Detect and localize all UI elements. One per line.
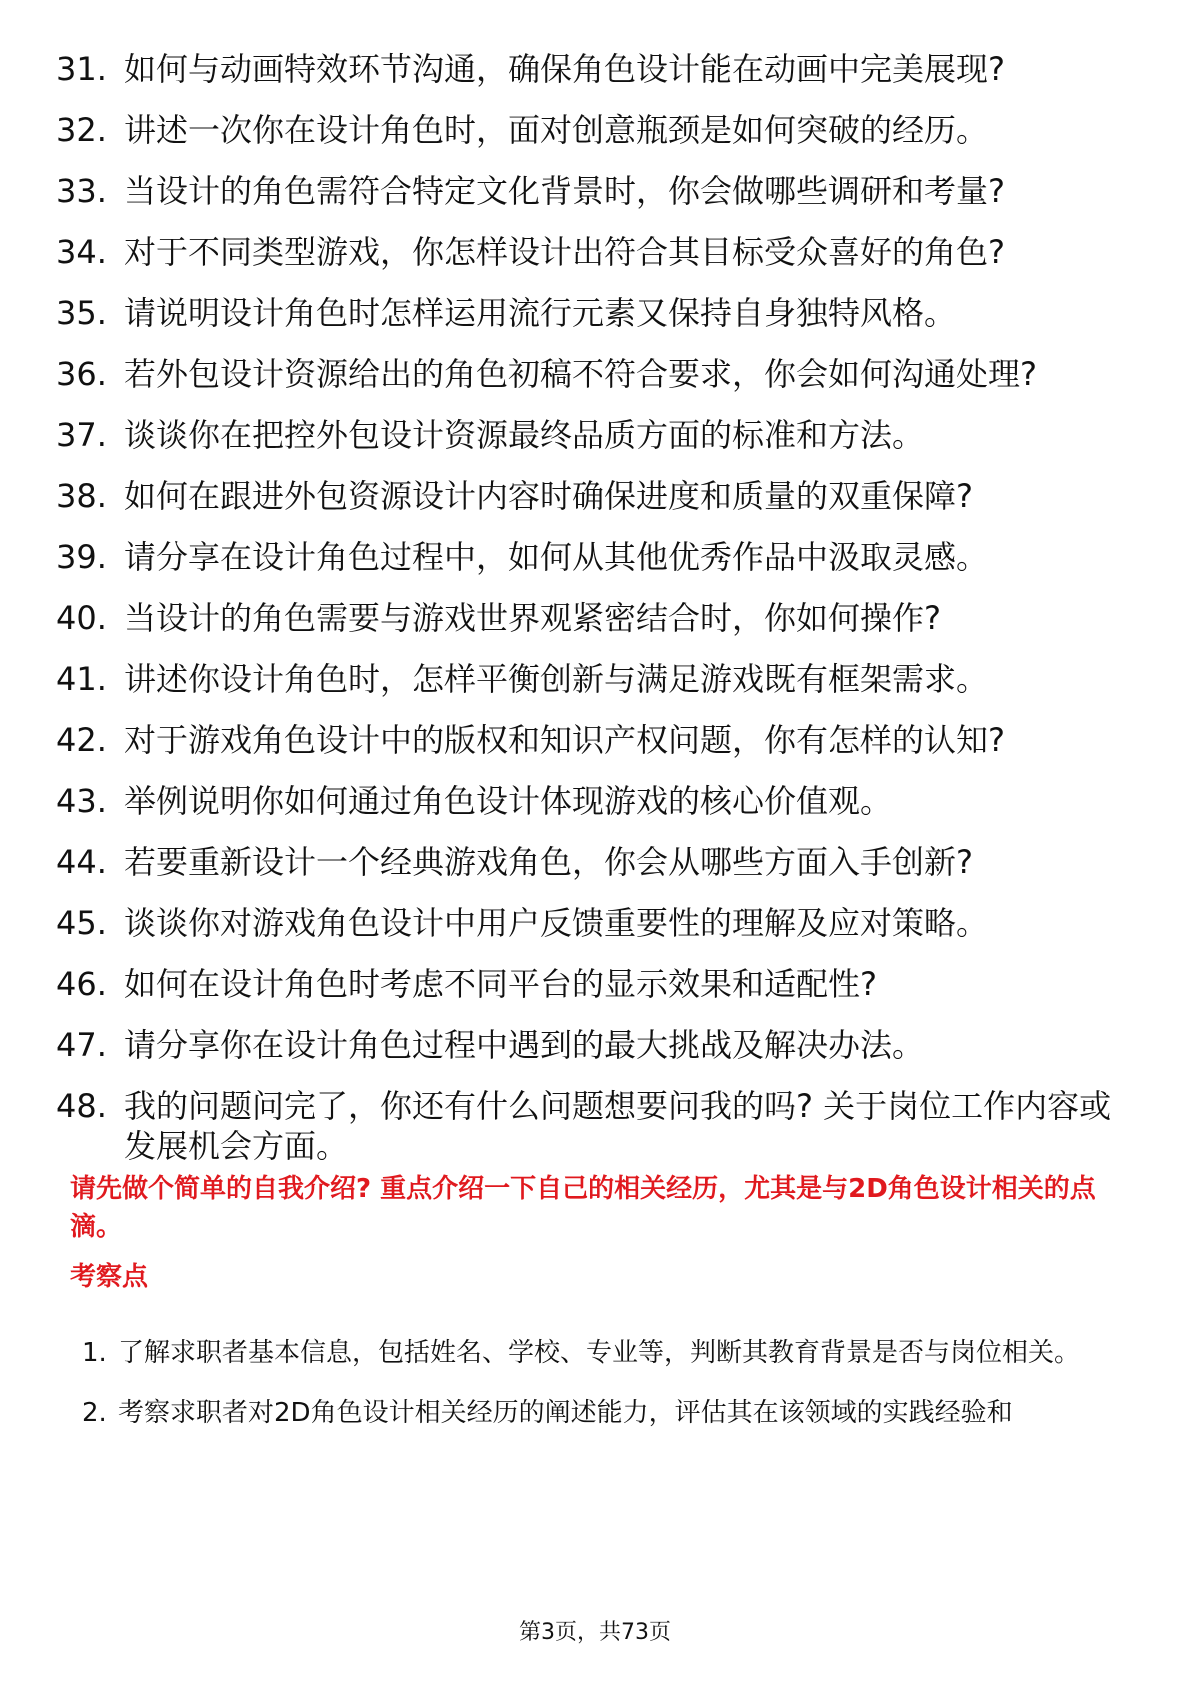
question-text: 讲述你设计角色时，怎样平衡创新与满足游戏既有框架需求。 bbox=[124, 660, 989, 698]
question-item bbox=[56, 1086, 1126, 1166]
question-number: 36. bbox=[56, 355, 107, 393]
point-number: 2. bbox=[82, 1398, 107, 1428]
assessment-points-list bbox=[82, 1326, 1122, 1446]
question-number: 47. bbox=[56, 1026, 107, 1064]
question-item bbox=[56, 720, 1126, 760]
page-footer: 第3页，共73页 bbox=[519, 1620, 671, 1645]
question-text: 举例说明你如何通过角色设计体现游戏的核心价值观。 bbox=[124, 782, 893, 820]
question-text: 请分享在设计角色过程中，如何从其他优秀作品中汲取灵感。 bbox=[124, 538, 989, 576]
question-number: 42. bbox=[56, 721, 107, 759]
question-number: 31. bbox=[56, 50, 107, 88]
question-number: 41. bbox=[56, 660, 107, 698]
question-text: 当设计的角色需要与游戏世界观紧密结合时，你如何操作? bbox=[124, 599, 941, 637]
question-number: 38. bbox=[56, 477, 107, 515]
question-number: 34. bbox=[56, 233, 107, 271]
question-text: 谈谈你在把控外包设计资源最终品质方面的标准和方法。 bbox=[124, 416, 925, 454]
question-number: 45. bbox=[56, 904, 107, 942]
question-item bbox=[56, 659, 1126, 699]
point-text: 了解求职者基本信息，包括姓名、学校、专业等，判断其教育背景是否与岗位相关。 bbox=[118, 1338, 1081, 1368]
question-text: 当设计的角色需符合特定文化背景时，你会做哪些调研和考量? bbox=[124, 172, 1005, 210]
question-text: 谈谈你对游戏角色设计中用户反馈重要性的理解及应对策略。 bbox=[124, 904, 989, 942]
question-item bbox=[56, 903, 1126, 943]
question-number: 44. bbox=[56, 843, 107, 881]
question-item bbox=[56, 232, 1126, 272]
question-item bbox=[56, 537, 1126, 577]
question-text: 请说明设计角色时怎样运用流行元素又保持自身独特风格。 bbox=[124, 294, 957, 332]
question-item bbox=[56, 842, 1126, 882]
highlight-question: 请先做个简单的自我介绍? 重点介绍一下自己的相关经历，尤其是与2D角色设计相关的点滴。 bbox=[70, 1174, 1096, 1242]
question-text: 对于游戏角色设计中的版权和知识产权问题，你有怎样的认知? bbox=[124, 721, 1005, 759]
question-number: 32. bbox=[56, 111, 107, 149]
question-item bbox=[56, 293, 1126, 333]
question-item bbox=[56, 964, 1126, 1004]
question-number: 33. bbox=[56, 172, 107, 210]
question-text: 若外包设计资源给出的角色初稿不符合要求，你会如何沟通处理? bbox=[124, 355, 1037, 393]
question-text: 我的问题问完了，你还有什么问题想要问我的吗? 关于岗位工作内容或发展机会方面。 bbox=[124, 1087, 1112, 1165]
question-number: 46. bbox=[56, 965, 107, 1003]
question-item bbox=[56, 49, 1126, 89]
question-text: 请分享你在设计角色过程中遇到的最大挑战及解决办法。 bbox=[124, 1026, 925, 1064]
question-text: 对于不同类型游戏，你怎样设计出符合其目标受众喜好的角色? bbox=[124, 233, 1005, 271]
question-item bbox=[56, 1025, 1126, 1065]
question-item bbox=[56, 598, 1126, 638]
question-text: 如何与动画特效环节沟通，确保角色设计能在动画中完美展现? bbox=[124, 50, 1005, 88]
question-number: 43. bbox=[56, 782, 107, 820]
question-item bbox=[56, 354, 1126, 394]
question-number: 39. bbox=[56, 538, 107, 576]
question-item bbox=[56, 110, 1126, 150]
question-list bbox=[56, 49, 1126, 1187]
question-text: 讲述一次你在设计角色时，面对创意瓶颈是如何突破的经历。 bbox=[124, 111, 989, 149]
question-number: 40. bbox=[56, 599, 107, 637]
question-text: 如何在设计角色时考虑不同平台的显示效果和适配性? bbox=[124, 965, 877, 1003]
question-item bbox=[56, 171, 1126, 211]
point-text: 考察求职者对2D角色设计相关经历的阐述能力，评估其在该领域的实践经验和 bbox=[118, 1398, 1013, 1428]
question-number: 37. bbox=[56, 416, 107, 454]
question-item bbox=[56, 476, 1126, 516]
assessment-point bbox=[82, 1326, 1122, 1380]
point-number: 1. bbox=[82, 1338, 107, 1368]
question-item bbox=[56, 415, 1126, 455]
question-item bbox=[56, 781, 1126, 821]
question-number: 48. bbox=[56, 1087, 107, 1125]
question-text: 若要重新设计一个经典游戏角色，你会从哪些方面入手创新? bbox=[124, 843, 973, 881]
section-title: 考察点 bbox=[70, 1262, 149, 1292]
question-number: 35. bbox=[56, 294, 107, 332]
assessment-point bbox=[82, 1386, 1122, 1440]
question-text: 如何在跟进外包资源设计内容时确保进度和质量的双重保障? bbox=[124, 477, 973, 515]
